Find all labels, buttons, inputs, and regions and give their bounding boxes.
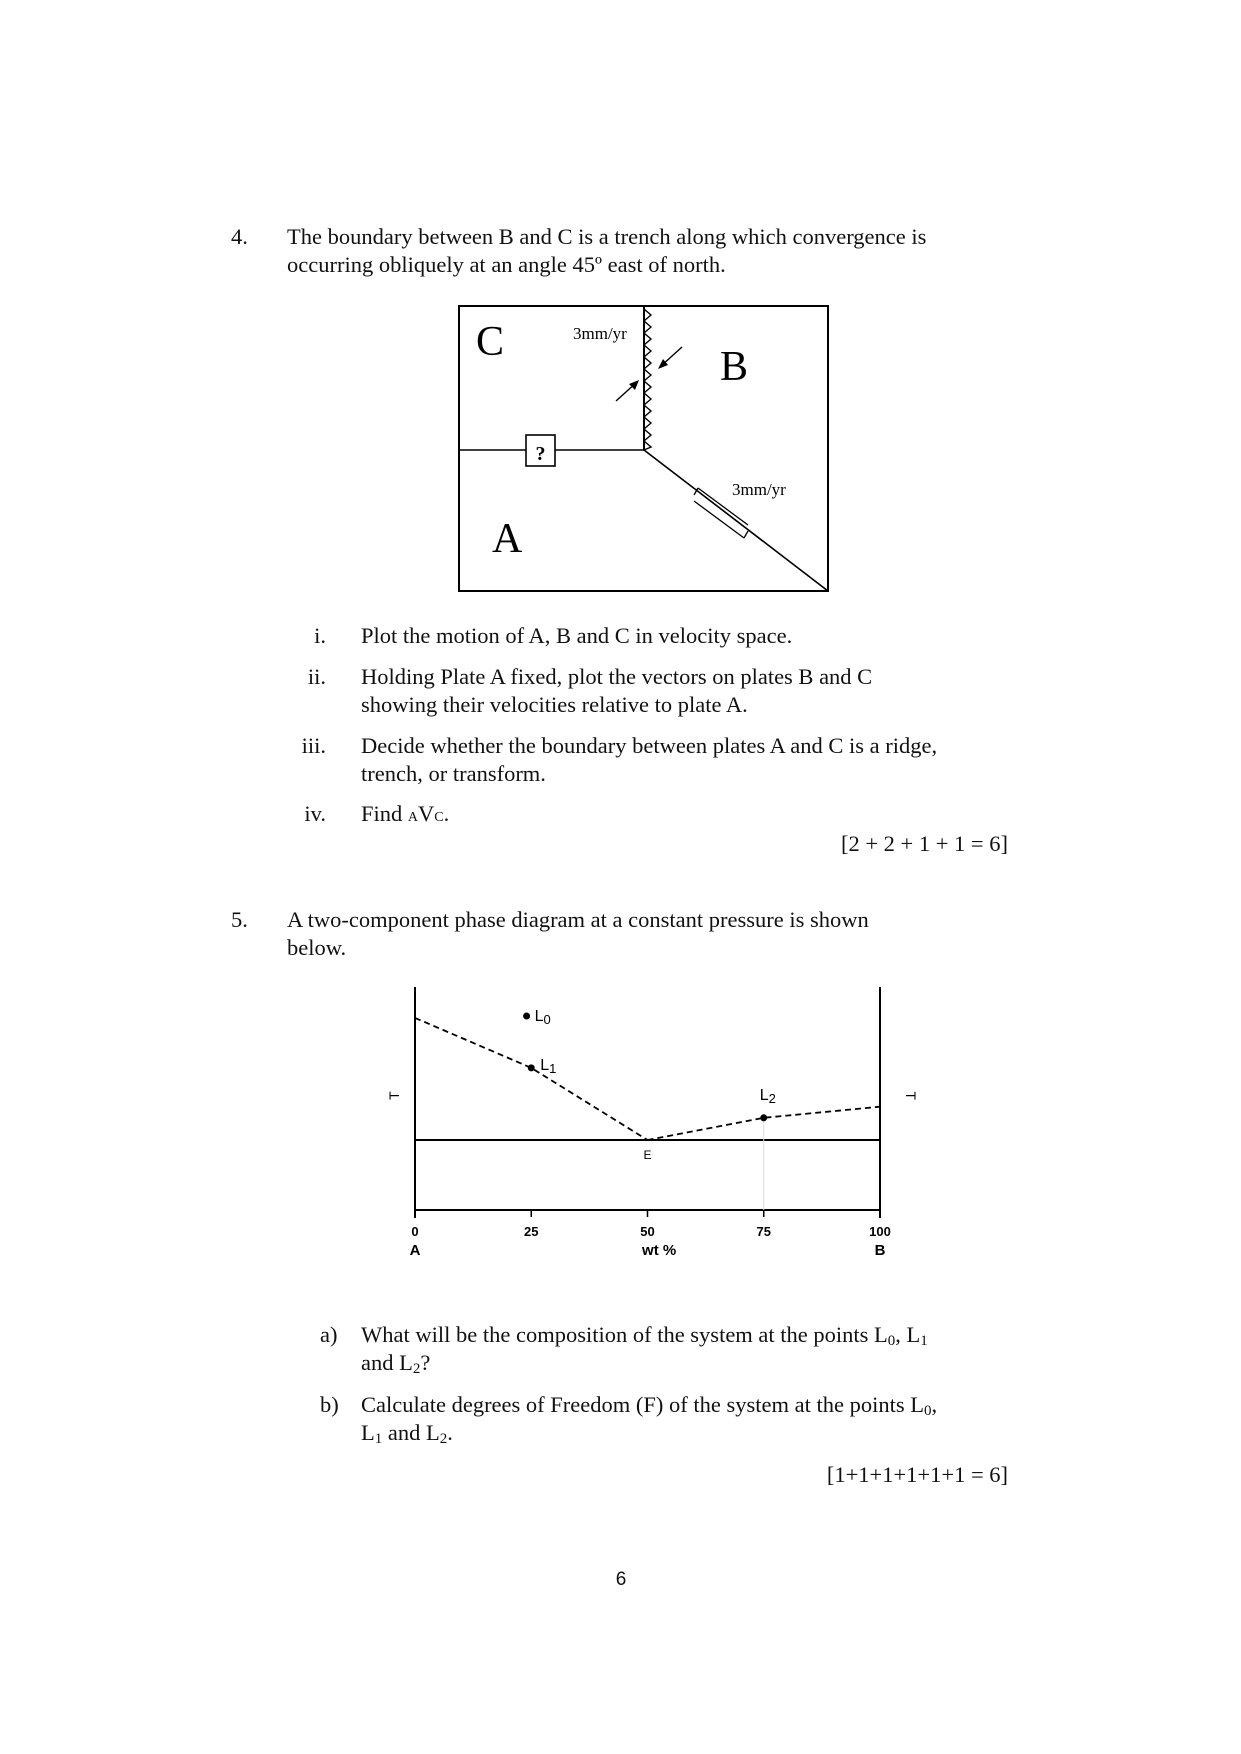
q5-marks: [1+1+1+1+1+1 = 6] xyxy=(826,1462,1008,1487)
q4-item-ii-text-2: showing their velocities relative to plate A. xyxy=(361,692,748,717)
question-4-text-line-2: occurring obliquely at an angle 45º east of north. xyxy=(287,252,726,277)
point-l2 xyxy=(760,1114,767,1121)
transform-fault-line xyxy=(644,450,828,591)
point-label-e: E xyxy=(643,1148,652,1162)
phase-diagram-plot xyxy=(386,987,919,1259)
phase-diagram xyxy=(380,975,920,1275)
q4-item-ii-number: ii. xyxy=(307,664,326,689)
q5-item-a-text-2: and $L_2$? xyxy=(361,1350,431,1377)
point-label-l0: L0 xyxy=(534,1008,551,1028)
q5-item-a-text-1: What will be the composition of the system at the points $L_0$, $L_1$ xyxy=(361,1322,928,1349)
q5-item-b-text-1: Calculate degrees of Freedom (F) of the system at the points $L_0$, xyxy=(361,1392,938,1419)
x-tick-label: 75 xyxy=(756,1224,771,1239)
q4-item-iii-number: iii. xyxy=(301,733,326,758)
question-5-text-line-2: below. xyxy=(287,935,347,960)
q4-item-iv-text: Find AVC. xyxy=(361,801,450,826)
page-number: 6 xyxy=(615,1569,627,1590)
trench-rate-label: 3mm/yr xyxy=(573,324,627,343)
point-l0 xyxy=(523,1013,530,1020)
q4-item-ii-text-1: Holding Plate A fixed, plot the vectors on plates B and C xyxy=(361,664,873,689)
y-axis-label-left: T xyxy=(386,1091,402,1100)
transform-rate-label: 3mm/yr xyxy=(732,480,786,499)
q4-item-i-number: i. xyxy=(314,623,326,648)
q5-item-a-number: a) xyxy=(320,1322,338,1347)
x-tick-label: 50 xyxy=(640,1224,655,1239)
question-5-text-line-1: A two-component phase diagram at a constant pressure is shown xyxy=(287,907,869,932)
question-5-number: 5. xyxy=(231,907,248,932)
x-tick-label: 25 xyxy=(524,1224,539,1239)
q4-item-iii-text-2: trench, or transform. xyxy=(361,761,546,786)
q4-marks: [2 + 2 + 1 + 1 = 6] xyxy=(841,831,1008,856)
x-tick-label: 100 xyxy=(869,1224,891,1239)
question-4-number: 4. xyxy=(231,224,248,249)
point-label-l2: L2 xyxy=(759,1086,776,1106)
q5-item-b-number: b) xyxy=(320,1392,339,1417)
plate-c-label: C xyxy=(476,319,505,365)
point-label-l1: L1 xyxy=(540,1056,557,1076)
series-liquidus-left xyxy=(415,1018,648,1140)
unknown-boundary-label: ? xyxy=(535,443,546,465)
x-end-label-a: A xyxy=(409,1242,421,1259)
q4-item-i-text: Plot the motion of A, B and C in velocity space. xyxy=(361,623,793,648)
x-tick-label: 0 xyxy=(411,1224,419,1239)
plate-boundary-figure xyxy=(458,305,830,595)
trench-teeth xyxy=(644,309,651,450)
q4-item-iii-text-1: Decide whether the boundary between plates A and C is a ridge, xyxy=(361,733,938,758)
y-axis-label-right: T xyxy=(903,1091,919,1100)
plate-a-label: A xyxy=(492,516,523,562)
x-axis-label: wt % xyxy=(642,1242,677,1259)
question-4-text-line-1: The boundary between B and C is a trench along which convergence is xyxy=(287,224,927,249)
q4-item-iv-number: iv. xyxy=(304,801,326,826)
plate-b-label: B xyxy=(720,344,749,390)
point-l1 xyxy=(528,1064,535,1071)
x-end-label-b: B xyxy=(874,1242,886,1259)
q5-item-b-text-2: $L_1$ and $L_2$. xyxy=(361,1420,453,1447)
